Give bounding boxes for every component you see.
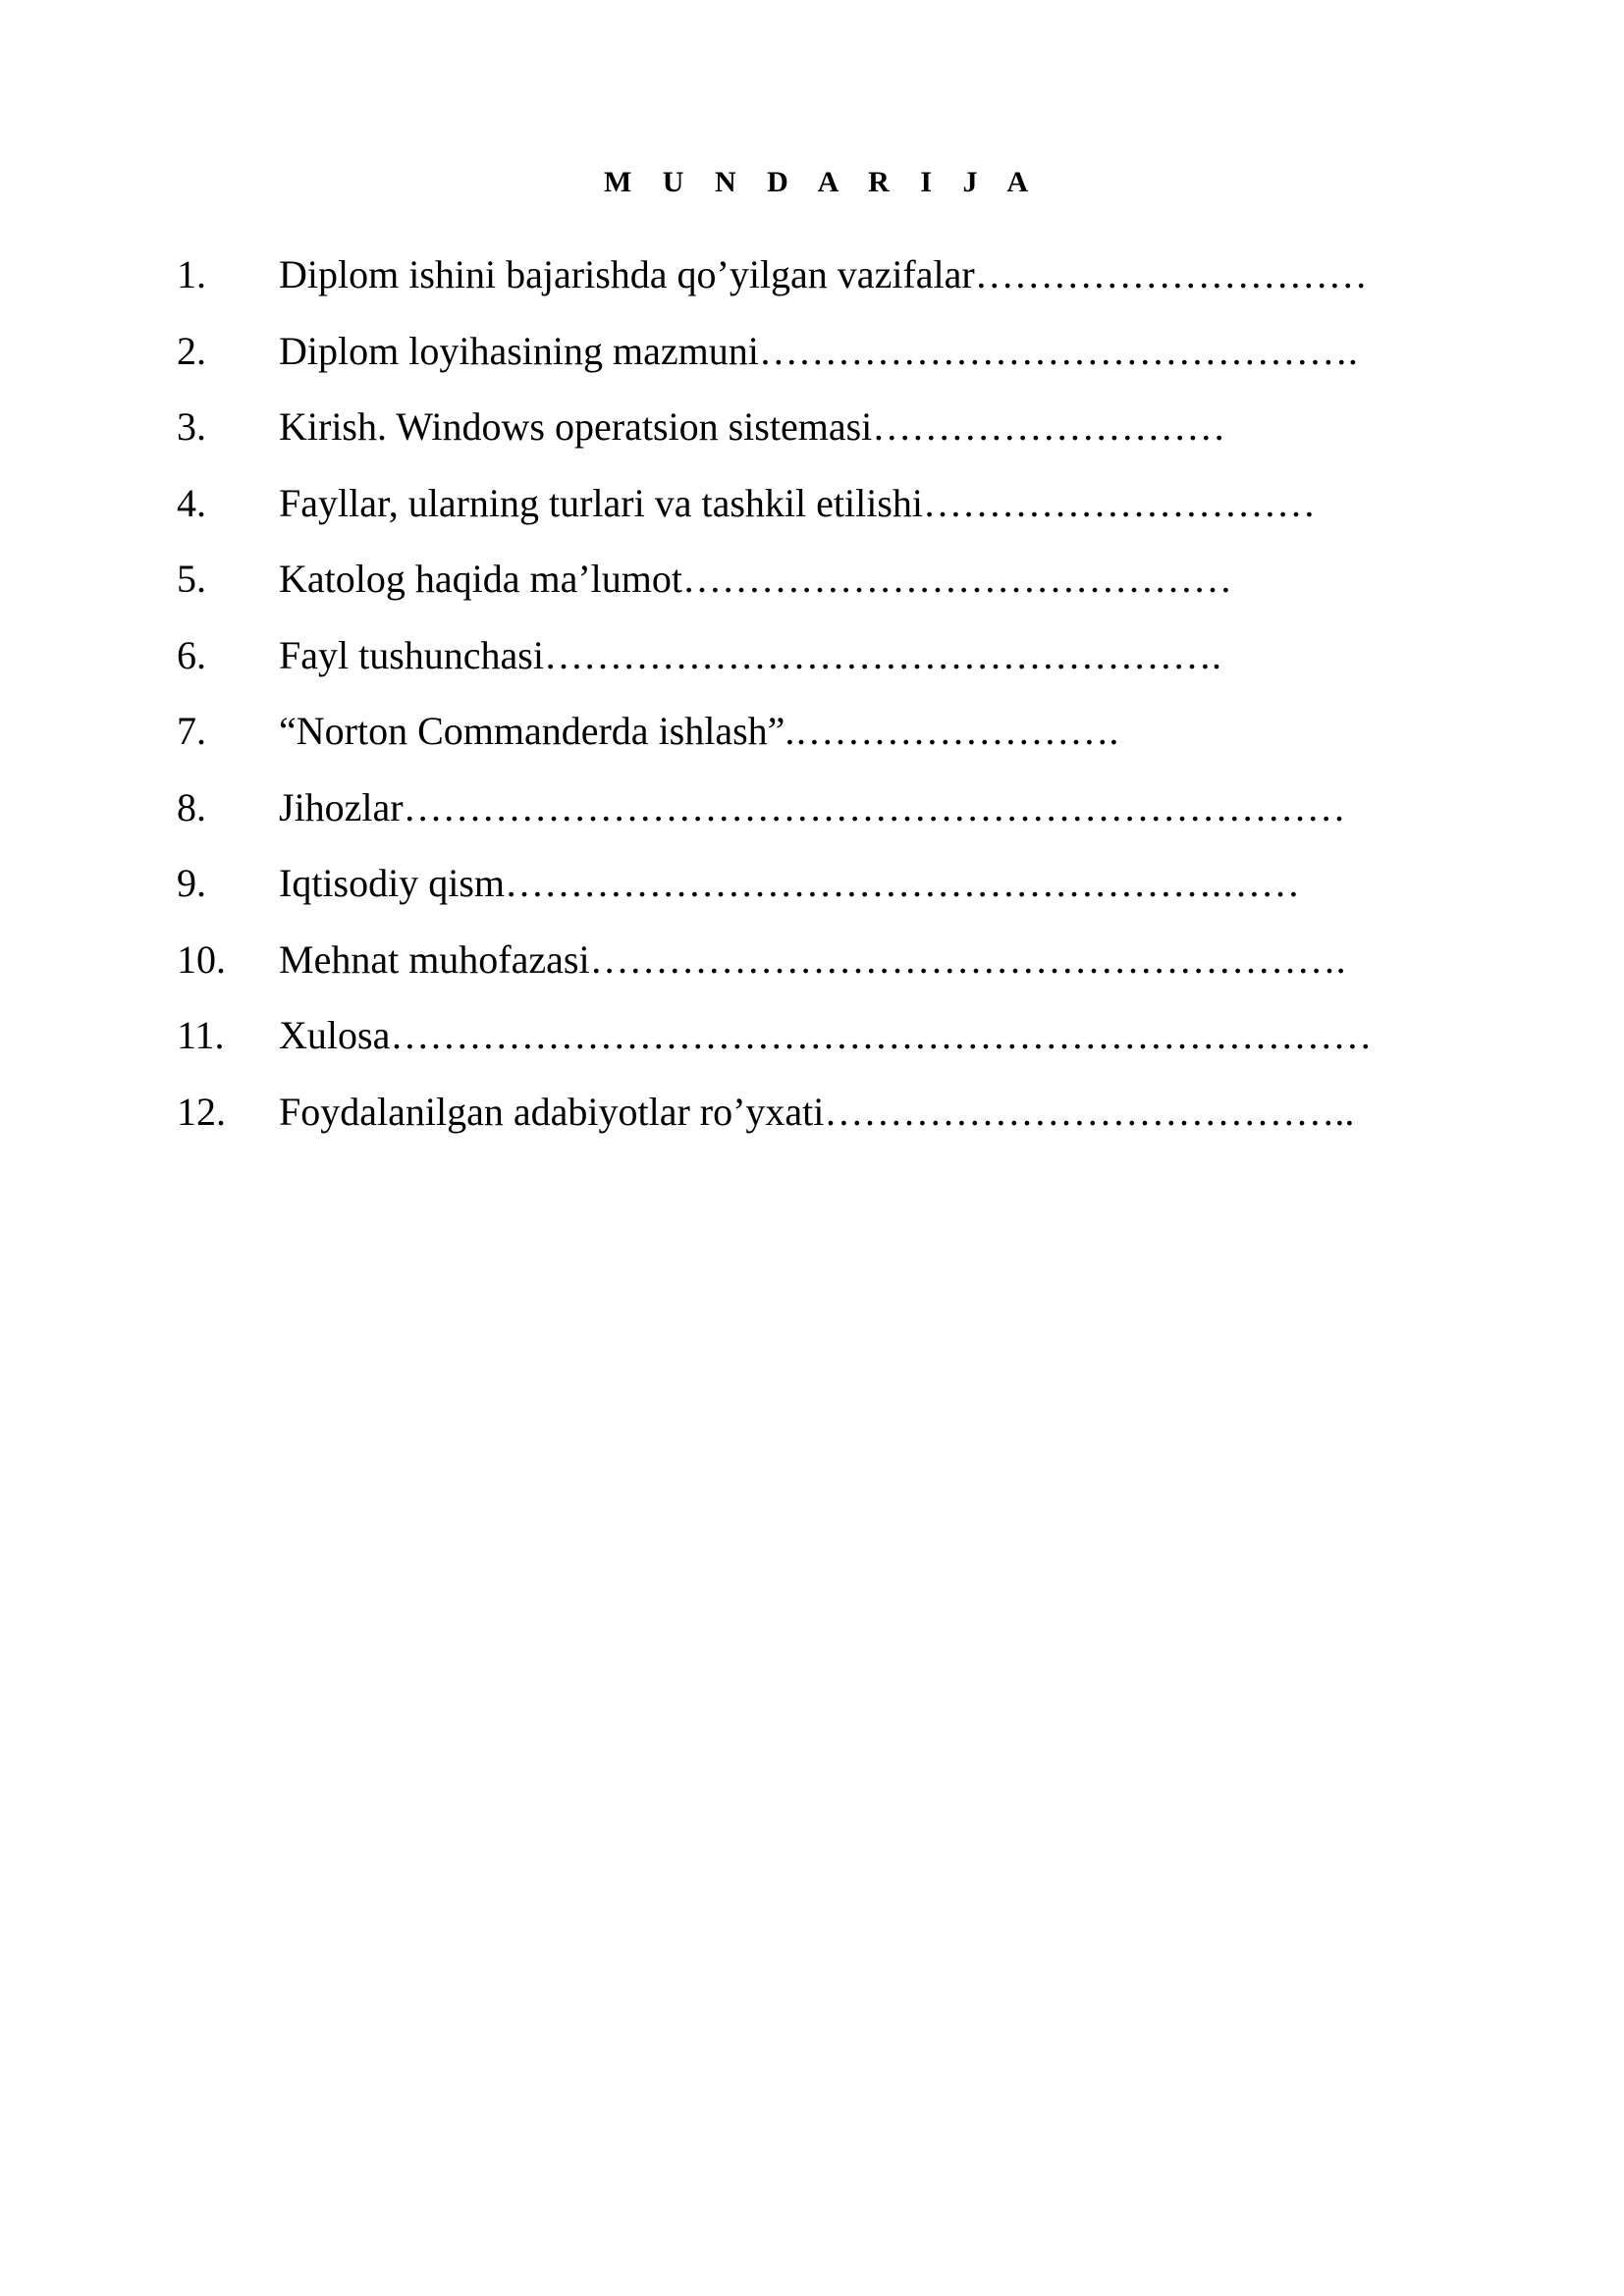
- toc-entry-number: 9.: [177, 861, 206, 905]
- toc-entry-number: 12.: [177, 1089, 226, 1134]
- toc-entry-number: 11.: [177, 1013, 225, 1057]
- toc-entry-text: Diplom ishini bajarishda qo’yilgan vazifalar…………………………: [279, 252, 1368, 296]
- toc-entry-text: Mehnat muhofazasi………………………………………………….: [279, 936, 1346, 982]
- toc-entry-10: [0, 931, 1624, 1007]
- toc-entry-text: Katolog haqida ma’lumot……………………………………: [279, 557, 1233, 601]
- toc-entry-text: Foydalanilgan adabiyotlar ro’yxati…………………………………..: [279, 1089, 1355, 1134]
- toc-entry-number: 5.: [177, 557, 206, 601]
- toc-entry-7: [0, 702, 1624, 778]
- toc-entry-text: Kirish. Windows operatsion sistemasi………………………: [279, 404, 1226, 449]
- toc-entry-4: [0, 474, 1624, 551]
- toc-entry-number: 7.: [177, 709, 206, 753]
- toc-entry-number: 3.: [177, 404, 206, 449]
- page-title: M U N D A R I J A: [603, 166, 1040, 198]
- toc-entry-number: 6.: [177, 632, 206, 677]
- toc-entry-11: [0, 1006, 1624, 1083]
- toc-entry-text: Iqtisodiy qism……………………………………………….……: [279, 861, 1301, 905]
- toc-entry-3: [0, 398, 1624, 474]
- toc-entry-text: Fayllar, ularning turlari va tashkil etilishi…………………………: [279, 480, 1317, 525]
- toc-entry-12: [0, 1083, 1624, 1159]
- toc-entry-number: 4.: [177, 480, 206, 525]
- toc-entry-6: [0, 626, 1624, 703]
- toc-entry-number: 1.: [177, 252, 206, 296]
- toc-entry-1: [0, 245, 1624, 322]
- toc-entry-text: Fayl tushunchasi…………………………………………….: [279, 632, 1221, 677]
- toc-entry-5: [0, 550, 1624, 626]
- toc-entry-text: “Norton Commanderda ishlash”.…………………….: [279, 709, 1119, 753]
- toc-entry-number: 8.: [177, 784, 206, 829]
- toc-entry-text: Diplom loyihasining mazmuni……………………………………….: [279, 328, 1358, 373]
- toc-entry-text: Jihozlar………………………………………………………………: [279, 784, 1346, 829]
- toc-entry-8: [0, 778, 1624, 855]
- table-of-contents: [0, 245, 1624, 1158]
- toc-entry-2: [0, 322, 1624, 399]
- toc-entry-text: Xulosa…………………………………………………………………: [279, 1013, 1373, 1057]
- toc-entry-9: [0, 854, 1624, 931]
- toc-entry-number: 10.: [177, 936, 226, 982]
- toc-entry-number: 2.: [177, 328, 206, 373]
